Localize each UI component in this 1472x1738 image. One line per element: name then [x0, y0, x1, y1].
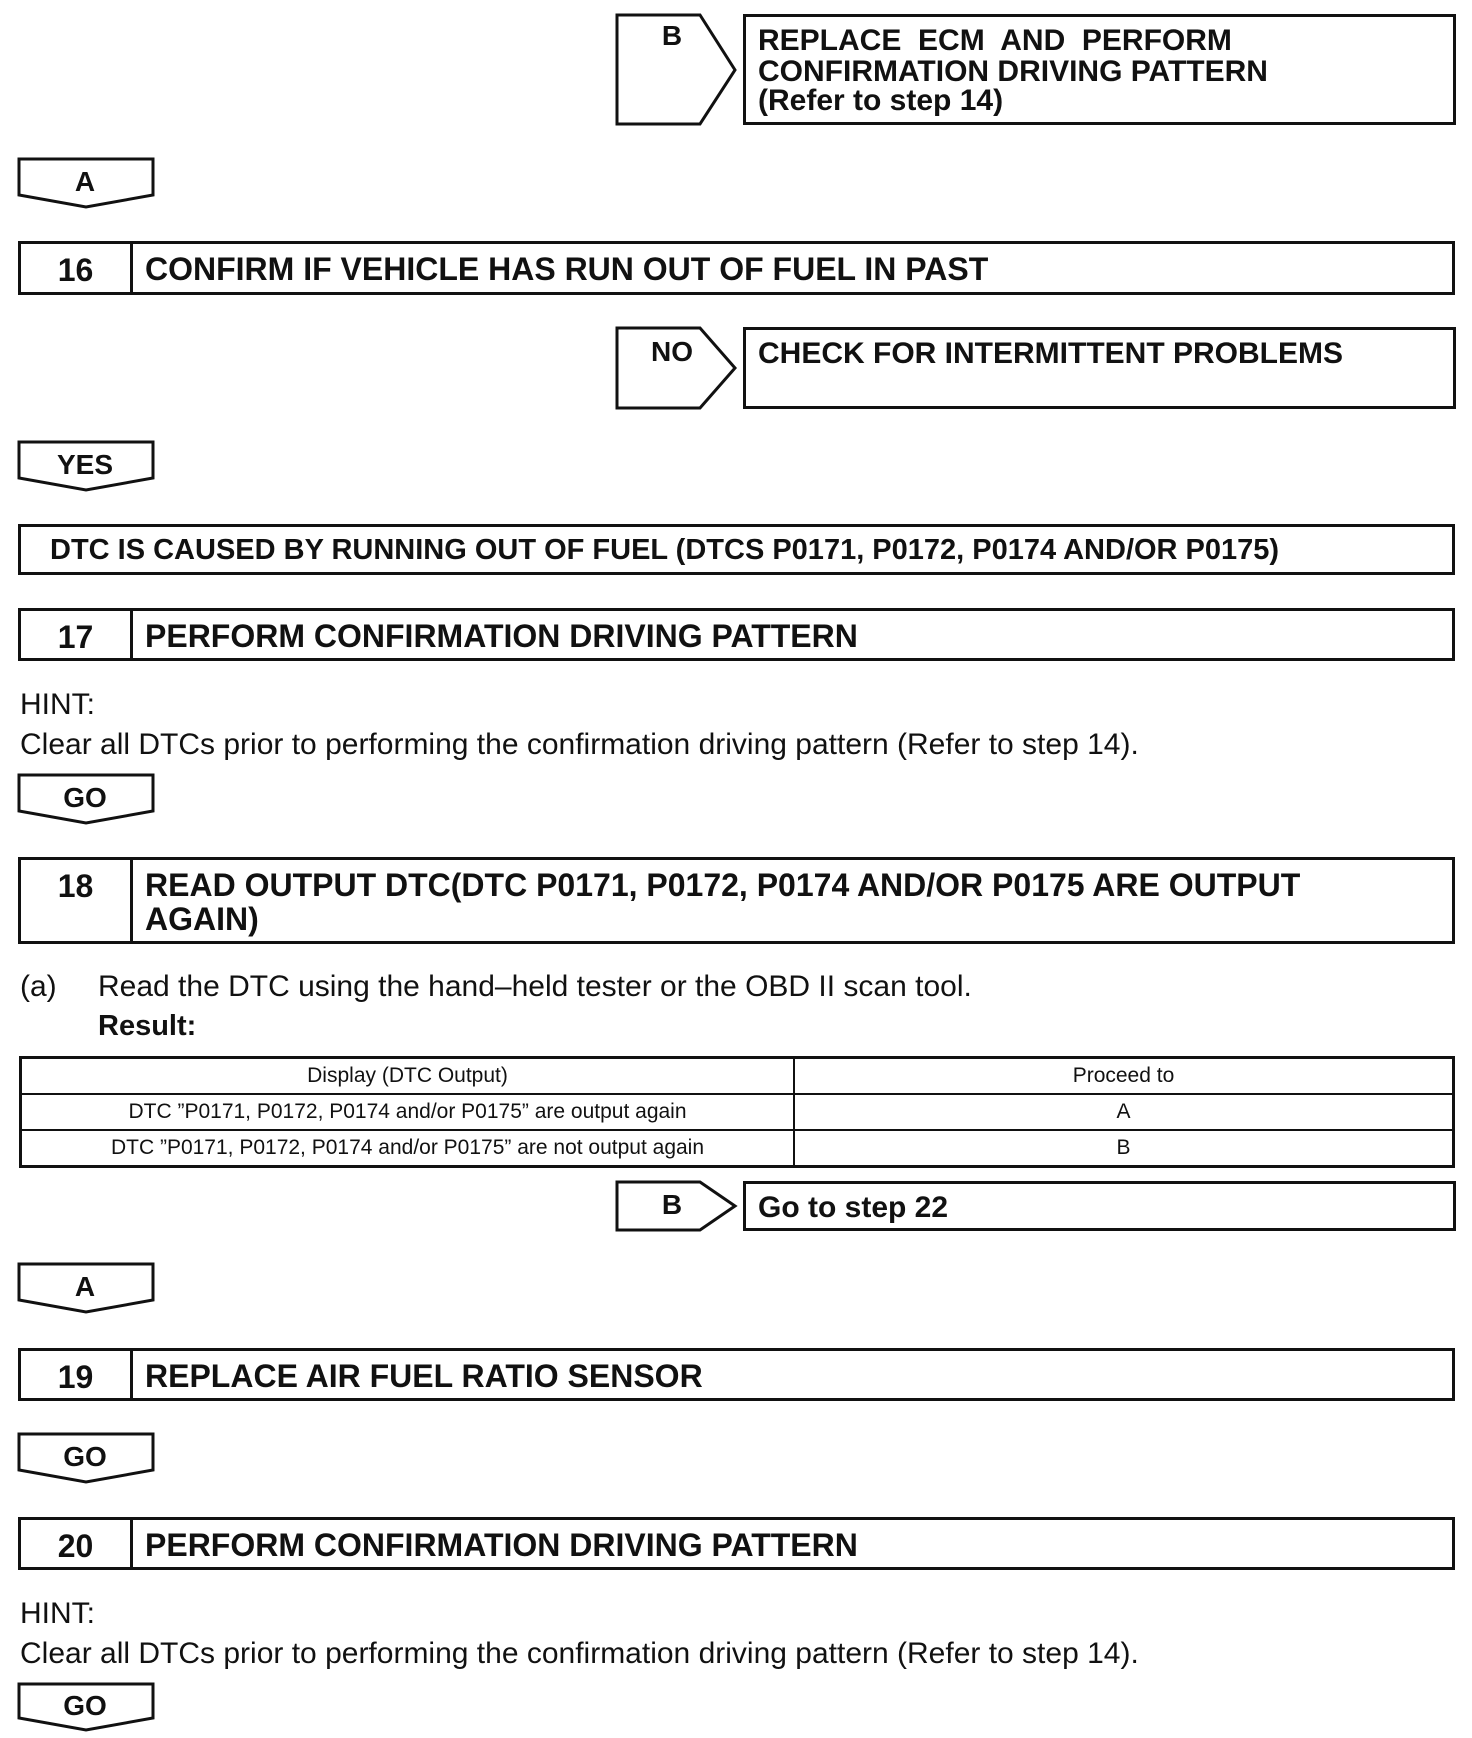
hint-label: HINT: [20, 688, 95, 721]
result-text: CHECK FOR INTERMITTENT PROBLEMS [758, 337, 1343, 370]
result-text: Go to step 22 [758, 1191, 949, 1224]
step-number: 17 [21, 611, 133, 658]
tab-yes-label: YES [56, 449, 114, 480]
instruction-text: Read the DTC using the hand–held tester or the OBD II scan tool. [98, 970, 972, 1003]
tab-a-label: A [74, 166, 96, 197]
branch-b-label: B [661, 20, 683, 51]
hint-label: HINT: [20, 1597, 95, 1630]
table-header: Proceed to [794, 1058, 1454, 1095]
hint-text: Clear all DTCs prior to performing the confirmation driving pattern (Refer to step 14). [20, 1637, 1139, 1670]
step-number: 19 [21, 1351, 133, 1398]
tab-go-label: GO [63, 782, 107, 813]
step-number: 20 [21, 1520, 133, 1567]
tab-go-label: GO [63, 1441, 107, 1472]
branch-b-label: B [661, 1189, 683, 1220]
tab-go-label: GO [63, 1690, 107, 1721]
table-cell: B [794, 1130, 1454, 1167]
step-title-line-1: READ OUTPUT DTC(DTC P0171, P0172, P0174 AND/OR P0175 ARE OUTPUT [145, 867, 1301, 903]
step-title: PERFORM CONFIRMATION DRIVING PATTERN [145, 1527, 858, 1563]
hint-text: Clear all DTCs prior to performing the confirmation driving pattern (Refer to step 14). [20, 728, 1139, 761]
step-number: 18 [21, 860, 133, 941]
table-header: Display (DTC Output) [21, 1058, 795, 1095]
step-title: REPLACE AIR FUEL RATIO SENSOR [145, 1358, 703, 1394]
result-line-3: (Refer to step 14) [758, 84, 1004, 117]
step-title: CONFIRM IF VEHICLE HAS RUN OUT OF FUEL IN PAST [145, 251, 989, 287]
result-line-2: CONFIRMATION DRIVING PATTERN [758, 55, 1268, 88]
branch-no-label: NO [651, 336, 693, 367]
step-title-line-2: AGAIN) [145, 901, 259, 937]
table-cell: A [794, 1094, 1454, 1130]
conclusion-text: DTC IS CAUSED BY RUNNING OUT OF FUEL (DTCS P0171, P0172, P0174 AND/OR P0175) [50, 534, 1280, 566]
step-title: PERFORM CONFIRMATION DRIVING PATTERN [145, 618, 858, 654]
table-cell: DTC ”P0171, P0172, P0174 and/or P0175” are not output again [21, 1130, 795, 1167]
result-line-1: REPLACE ECM AND PERFORM [758, 24, 1232, 57]
instruction-marker: (a) [20, 970, 57, 1003]
result-label: Result: [98, 1010, 197, 1042]
step-number: 16 [21, 244, 133, 292]
table-cell: DTC ”P0171, P0172, P0174 and/or P0175” are output again [21, 1094, 795, 1130]
tab-a-label: A [74, 1271, 96, 1302]
